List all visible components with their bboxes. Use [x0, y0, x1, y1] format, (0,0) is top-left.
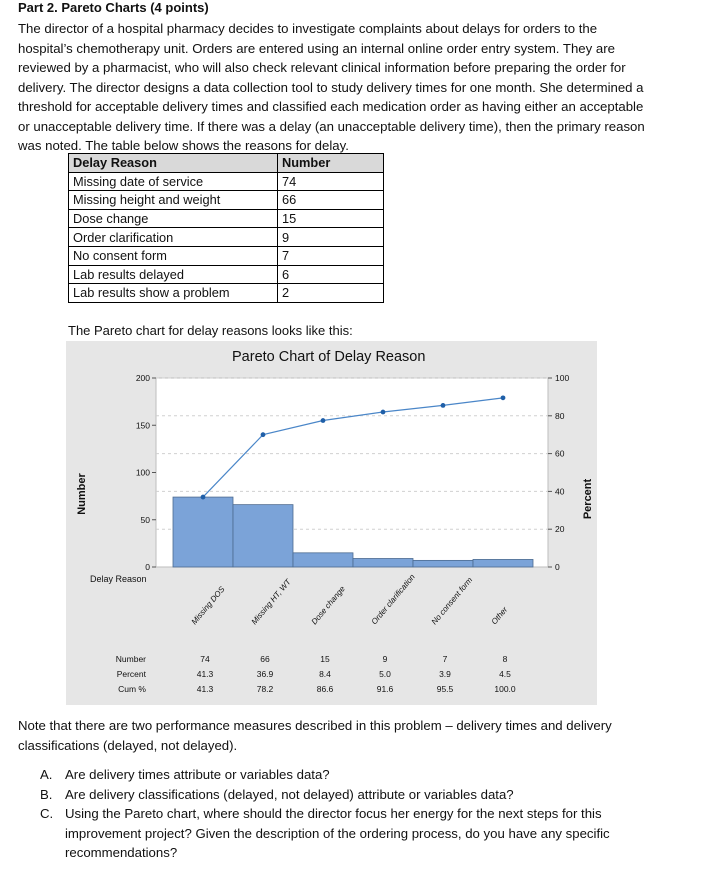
summary-value: 9: [382, 654, 388, 664]
summary-value: 3.9: [439, 669, 451, 679]
question-item: [40, 804, 640, 863]
summary-row-label: Cum %: [118, 684, 146, 694]
table-row: [69, 191, 384, 210]
number-cell: 2: [278, 284, 384, 303]
number-cell: 74: [278, 172, 384, 191]
question-list: [40, 765, 640, 863]
bar: [353, 558, 413, 567]
note-paragraph: Note that there are two performance measures described in this problem – delivery times and delivery classifications (delayed, not delayed).: [18, 718, 612, 753]
y-tick-label: 200: [135, 373, 150, 383]
number-cell: 6: [278, 265, 384, 284]
summary-value: 4.5: [499, 669, 511, 679]
summary-value: 36.9: [256, 669, 274, 679]
y2-tick-label: 60: [555, 448, 565, 459]
number-cell: 9: [278, 228, 384, 247]
pareto-chart: [66, 341, 597, 705]
bar: [413, 560, 473, 567]
header-number: Number: [278, 154, 384, 173]
cumulative-point: [501, 395, 506, 400]
cumulative-point: [321, 418, 326, 423]
summary-value: 86.6: [316, 684, 334, 694]
question-letter: C.: [40, 806, 54, 821]
y-tick-label: 150: [135, 420, 150, 431]
summary-value: 66: [260, 654, 270, 664]
summary-value: 8.4: [319, 669, 331, 679]
y2-tick-label: 20: [555, 524, 565, 535]
chart-intro: The Pareto chart for delay reasons looks like this:: [68, 323, 353, 338]
table-row: [69, 284, 384, 303]
y2-tick-label: 40: [555, 486, 565, 497]
question-letter: B.: [40, 786, 53, 802]
summary-value: 100.0: [494, 684, 516, 694]
delay-reason-table: [68, 153, 384, 303]
summary-value: 95.5: [436, 684, 454, 694]
category-label: Missing HT, WT: [249, 577, 293, 627]
reason-cell: No consent form: [69, 246, 278, 265]
question-text: Using the Pareto chart, where should the director focus her energy for the next steps for this improvement project? Given the description of the ordering process, do you have any specific recommendations?: [65, 806, 610, 860]
number-cell: 66: [278, 191, 384, 210]
chart-title: Pareto Chart of Delay Reason: [232, 349, 426, 365]
cumulative-point: [381, 410, 386, 415]
intro-paragraph: The director of a hospital pharmacy decides to investigate complaints about delays for orders to the hospital’s chemotherapy unit. Orders are entered using an internal online order entry system. They are reviewed by a pharmacist, who will also check relevant clinical information before preparing the order for delivery. The director designs a data collection tool to study delivery times for one month. She determined a threshold for acceptable delivery times and classified each medication order as having either an acceptable or unacceptable delivery time. If there was a delay (an unacceptable delivery time), then the primary reason was noted. The table below shows the reasons for delay.: [18, 21, 645, 153]
reason-cell: Dose change: [69, 209, 278, 228]
number-cell: 15: [278, 209, 384, 228]
y2-axis-label: Percent: [582, 478, 594, 520]
summary-value: 8: [502, 654, 508, 664]
reason-cell: Missing date of service: [69, 172, 278, 191]
category-label: Dose change: [309, 584, 347, 627]
question-text: Are delivery classifications (delayed, not delayed) attribute or variables data?: [65, 786, 514, 802]
summary-value: 41.3: [196, 684, 214, 694]
reason-cell: Lab results show a problem: [69, 284, 278, 303]
y2-tick-label: 100: [555, 373, 570, 383]
summary-value: 41.3: [196, 669, 214, 679]
table-row: [69, 172, 384, 191]
y-axis-label: Number: [76, 473, 88, 515]
reason-cell: Missing height and weight: [69, 191, 278, 210]
summary-value: 78.2: [256, 684, 274, 694]
number-cell: 7: [278, 246, 384, 265]
table-row: [69, 246, 384, 265]
pareto-chart-svg: [66, 341, 597, 705]
bar: [293, 553, 353, 567]
category-label: Order clarification: [369, 572, 417, 627]
bar: [233, 505, 293, 567]
y-tick-label: 100: [135, 467, 150, 478]
cumulative-point: [201, 495, 206, 500]
y-tick-label: 50: [140, 514, 150, 525]
table-header-row: [69, 154, 384, 173]
summary-value: 7: [442, 654, 448, 664]
cumulative-point: [441, 403, 446, 408]
question-text: Are delivery times attribute or variables data?: [65, 767, 330, 782]
x-axis-label: Delay Reason: [90, 574, 147, 584]
summary-row-label: Percent: [116, 669, 146, 679]
header-delay-reason: Delay Reason: [69, 154, 278, 173]
table-row: [69, 209, 384, 228]
y2-tick-label: 0: [555, 562, 560, 572]
table-row: [69, 228, 384, 247]
bar: [173, 497, 233, 567]
table-row: [69, 265, 384, 284]
question-letter: A.: [40, 767, 53, 782]
summary-value: 5.0: [379, 669, 391, 679]
y2-tick-label: 80: [555, 410, 565, 421]
cumulative-point: [261, 432, 266, 437]
summary-value: 15: [320, 654, 330, 664]
y-tick-label: 0: [145, 562, 150, 572]
bar: [473, 559, 533, 567]
summary-value: 74: [200, 654, 210, 664]
question-item: [40, 785, 640, 805]
reason-cell: Order clarification: [69, 228, 278, 247]
summary-row-label: Number: [115, 654, 146, 664]
question-item: [40, 765, 640, 785]
category-label: Other: [489, 605, 510, 627]
part-title: Part 2. Pareto Charts (4 points): [18, 0, 209, 15]
reason-cell: Lab results delayed: [69, 265, 278, 284]
category-label: No consent form: [429, 575, 475, 627]
category-label: Missing DOS: [189, 584, 227, 627]
summary-value: 91.6: [376, 684, 394, 694]
